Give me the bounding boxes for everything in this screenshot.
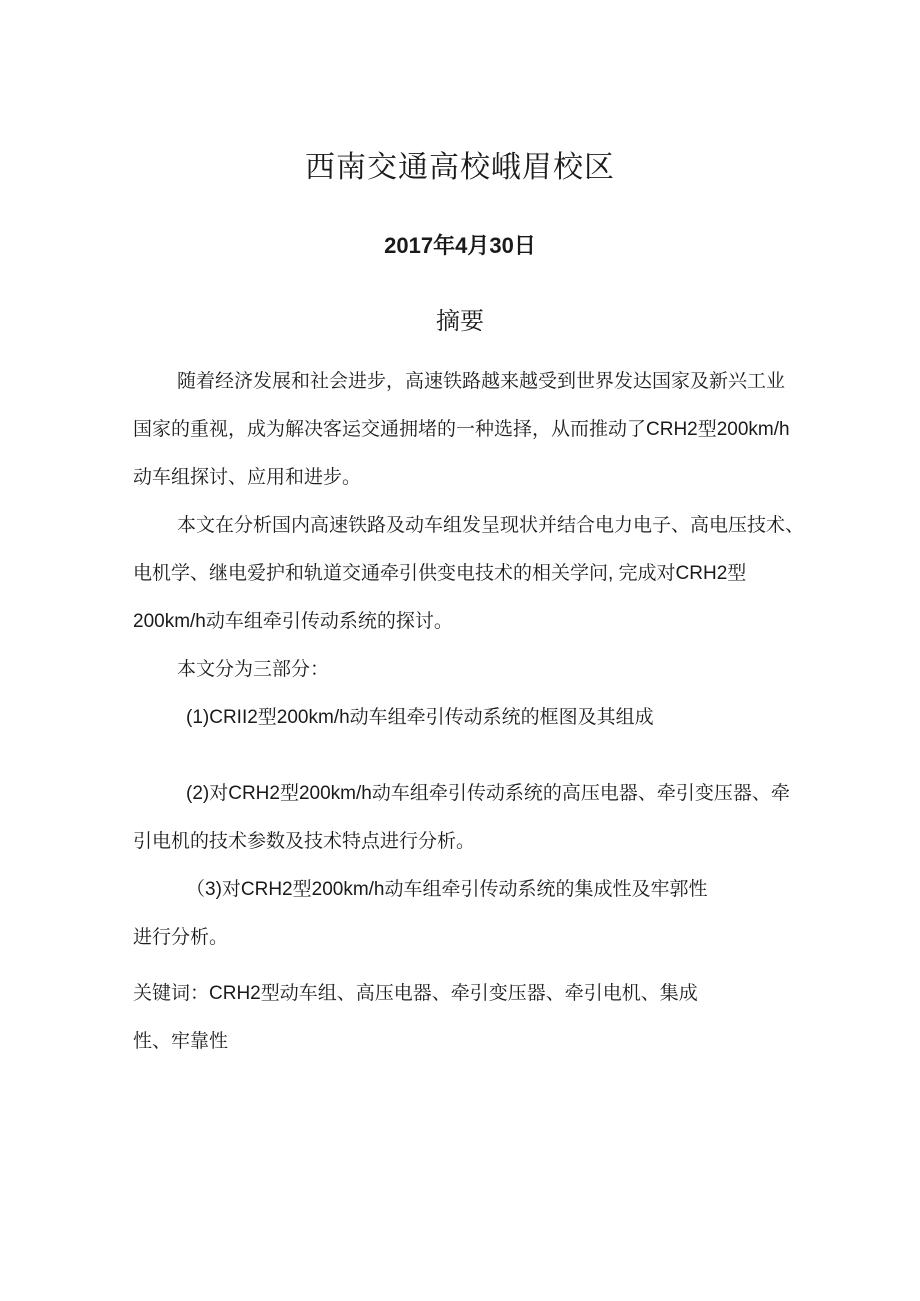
document-title: 西南交通高校峨眉校区 — [305, 151, 615, 184]
abstract-body — [133, 358, 805, 1066]
list-item2-line2: 引电机的技术参数及技术特点进行分析。 — [133, 831, 476, 852]
abstract-heading: 摘要 — [436, 308, 484, 335]
keywords-line1: 关键词：CRH2型动车组、高压电器、牵引变压器、牵引电机、集成 — [133, 983, 698, 1004]
paragraph1-line3: 动车组探讨、应用和进步。 — [133, 467, 362, 488]
paragraph1-line1: 随着经济发展和社会进步，高速铁路越来越受到世界发达国家及新兴工业 — [177, 371, 786, 392]
paragraph2-line2: 电机学、继电爱护和轨道交通牵引供变电技术的相关学问, 完成对CRH2型 — [133, 563, 747, 584]
list-item2-line1: (2)对CRH2型200km/h动车组牵引传动系统的高压电器、牵引变压器、牵 — [186, 783, 790, 804]
keywords-line2: 性、牢靠性 — [133, 1031, 229, 1052]
list-item3-line1: （3)对CRH2型200km/h动车组牵引传动系统的集成性及牢郭性 — [186, 879, 708, 900]
paragraph3-line1: 本文分为三部分： — [177, 659, 330, 680]
paragraph2-line1: 本文在分析国内高速铁路及动车组发呈现状并结合电力电子、高电压技术、 — [177, 515, 805, 536]
document-date: 2017年4月30日 — [384, 233, 536, 258]
list-item3-line2: 进行分析。 — [133, 927, 229, 948]
list-item1-line1: (1)CRII2型200km/h动车组牵引传动系统的框图及其组成 — [186, 707, 654, 728]
paragraph2-line3: 200km/h动车组牵引传动系统的探讨。 — [133, 611, 453, 632]
paragraph1-line2: 国家的重视，成为解决客运交通拥堵的一种选择，从而推动了CRH2型200km/h — [133, 419, 790, 440]
